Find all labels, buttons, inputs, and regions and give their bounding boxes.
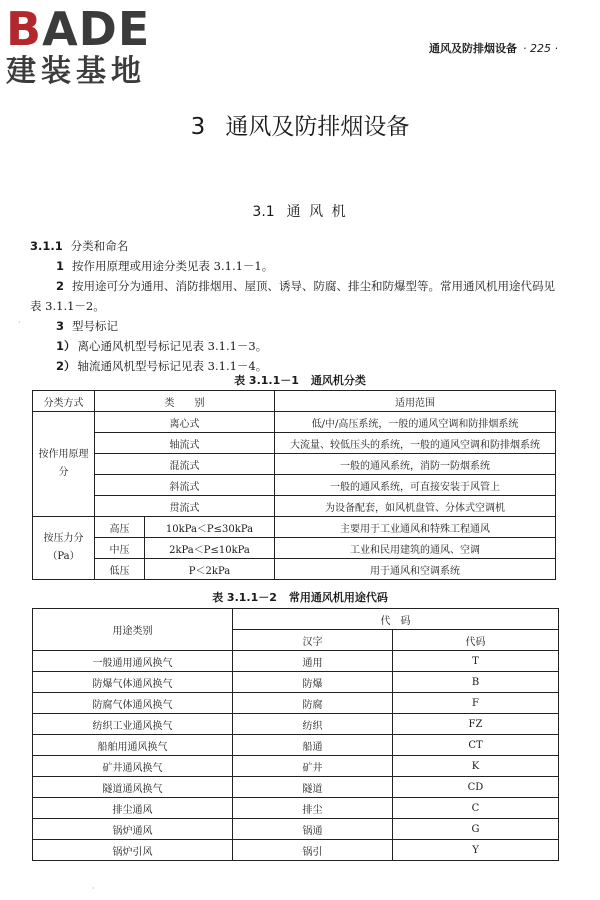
usage-cell: 隧道通风换气 [33, 777, 233, 798]
clause-body [30, 236, 556, 376]
chapter-heading [0, 108, 600, 141]
scope-cell: 一般的通风系统，可直接安装于风管上 [275, 475, 556, 496]
header-code: 代码 [393, 630, 559, 651]
clause-title: 分类和命名 [70, 239, 129, 253]
table-row [33, 496, 556, 517]
code-cell: Y [393, 840, 559, 861]
category-cell: 轴流式 [95, 433, 275, 454]
fan-usage-code-table [32, 608, 559, 861]
sub-item-number: 2） [56, 359, 76, 373]
usage-cell: 锅炉引风 [33, 840, 233, 861]
chapter-title: 通风及防排烟设备 [225, 114, 410, 140]
chinese-cell: 矿井 [233, 756, 393, 777]
pressure-level-cell: 低压 [95, 559, 145, 580]
logo-subtitle: 建装基地 [6, 54, 146, 89]
scope-cell: 一般的通风系统，消防一防烟系统 [275, 454, 556, 475]
code-cell: FZ [393, 714, 559, 735]
scope-cell: 用于通风和空调系统 [275, 559, 556, 580]
header-category: 类 别 [95, 391, 275, 412]
usage-cell: 防腐气体通风换气 [33, 693, 233, 714]
chinese-cell: 排尘 [233, 798, 393, 819]
usage-cell: 排尘通风 [33, 798, 233, 819]
code-cell: G [393, 819, 559, 840]
scan-speck: · [92, 884, 95, 893]
table-row [33, 693, 559, 714]
chinese-cell: 隧道 [233, 777, 393, 798]
usage-cell: 锅炉通风 [33, 819, 233, 840]
clause-number: 3.1.1 [30, 239, 63, 253]
table-row [33, 756, 559, 777]
table-row [33, 454, 556, 475]
category-cell: 贯流式 [95, 496, 275, 517]
clause-item [30, 316, 556, 336]
table-header-row [33, 391, 556, 412]
pressure-level-cell: 高压 [95, 517, 145, 538]
table1-title: 通风机分类 [310, 374, 366, 387]
logo-wordmark [6, 4, 150, 54]
clause-item [30, 276, 556, 316]
item-text: 型号标记 [72, 319, 119, 333]
usage-cell: 船舶用通风换气 [33, 735, 233, 756]
item-text: 按用途可分为通用、消防排烟用、屋顶、诱导、防腐、排尘和防爆型等。常用通风机用途代码见表 3.1.1－2。 [30, 279, 556, 313]
code-cell: K [393, 756, 559, 777]
table-header-row [33, 609, 559, 630]
code-cell: F [393, 693, 559, 714]
chinese-cell: 锅引 [233, 840, 393, 861]
sub-item-text: 轴流通风机型号标记见表 3.1.1－4。 [77, 359, 268, 373]
table-row [33, 559, 556, 580]
code-cell: C [393, 798, 559, 819]
table-row [33, 672, 559, 693]
table-row [33, 798, 559, 819]
scan-speck: · [18, 318, 21, 327]
table1-number: 表 3.1.1－1 [234, 374, 299, 387]
category-cell: 斜流式 [95, 475, 275, 496]
chapter-number: 3 [190, 114, 206, 140]
scope-cell: 主要用于工业通风和特殊工程通风 [275, 517, 556, 538]
clause-item [30, 256, 556, 276]
header-usage: 用途类别 [33, 609, 233, 651]
usage-cell: 一般通用通风换气 [33, 651, 233, 672]
usage-cell: 矿井通风换气 [33, 756, 233, 777]
pressure-range-cell: P＜2kPa [145, 559, 275, 580]
sub-item-text: 离心通风机型号标记见表 3.1.1－3。 [77, 339, 268, 353]
table-row [33, 777, 559, 798]
chinese-cell: 防爆 [233, 672, 393, 693]
table2-title: 常用通风机用途代码 [288, 591, 388, 604]
scope-cell: 工业和民用建筑的通风、空调 [275, 538, 556, 559]
section-heading [0, 201, 600, 221]
header-method: 分类方式 [33, 391, 95, 412]
code-cell: T [393, 651, 559, 672]
code-cell: CD [393, 777, 559, 798]
item-number: 2 [56, 279, 65, 293]
table1-caption [0, 372, 600, 388]
section-title: 通 风 机 [286, 204, 348, 220]
table-row [33, 412, 556, 433]
table-row [33, 735, 559, 756]
pressure-range-cell: 10kPa＜P≤30kPa [145, 517, 275, 538]
chinese-cell: 船通 [233, 735, 393, 756]
item-number: 1 [56, 259, 65, 273]
logo-wordmark-accent: B [6, 2, 43, 56]
header-chinese: 汉字 [233, 630, 393, 651]
scope-cell: 为设备配套，如风机盘管、分体式空调机 [275, 496, 556, 517]
table2-caption [0, 589, 600, 605]
fan-classification-table [32, 390, 556, 580]
group-label: 按作用原理分 [33, 412, 95, 517]
usage-cell: 纺织工业通风换气 [33, 714, 233, 735]
item-text: 按作用原理或用途分类见表 3.1.1－1。 [72, 259, 274, 273]
clause-heading [30, 236, 556, 256]
table-row [33, 651, 559, 672]
running-header [429, 40, 558, 56]
page-number: · 225 · [523, 42, 558, 55]
usage-cell: 防爆气体通风换气 [33, 672, 233, 693]
chinese-cell: 通用 [233, 651, 393, 672]
table-row [33, 714, 559, 735]
code-cell: CT [393, 735, 559, 756]
table2-number: 表 3.1.1－2 [212, 591, 277, 604]
table-row [33, 475, 556, 496]
code-cell: B [393, 672, 559, 693]
category-cell: 混流式 [95, 454, 275, 475]
table-row [33, 819, 559, 840]
scope-cell: 低/中/高压系统，一般的通风空调和防排烟系统 [275, 412, 556, 433]
category-cell: 离心式 [95, 412, 275, 433]
table-row [33, 433, 556, 454]
table-row [33, 840, 559, 861]
header-scope: 适用范围 [275, 391, 556, 412]
chinese-cell: 防腐 [233, 693, 393, 714]
running-title: 通风及防排烟设备 [429, 42, 518, 55]
chinese-cell: 纺织 [233, 714, 393, 735]
pressure-range-cell: 2kPa＜P≤10kPa [145, 538, 275, 559]
section-number: 3.1 [252, 204, 275, 220]
scope-cell: 大流量、较低压头的系统，一般的通风空调和防排烟系统 [275, 433, 556, 454]
header-code-group: 代 码 [233, 609, 559, 630]
table-row [33, 538, 556, 559]
logo-wordmark-rest: ADE [42, 2, 151, 56]
group-label: 按压力分（Pa） [33, 517, 95, 580]
item-number: 3 [56, 319, 65, 333]
clause-sub-item [30, 336, 556, 356]
chinese-cell: 锅通 [233, 819, 393, 840]
sub-item-number: 1） [56, 339, 76, 353]
brand-logo [6, 4, 150, 90]
pressure-level-cell: 中压 [95, 538, 145, 559]
table-row [33, 517, 556, 538]
